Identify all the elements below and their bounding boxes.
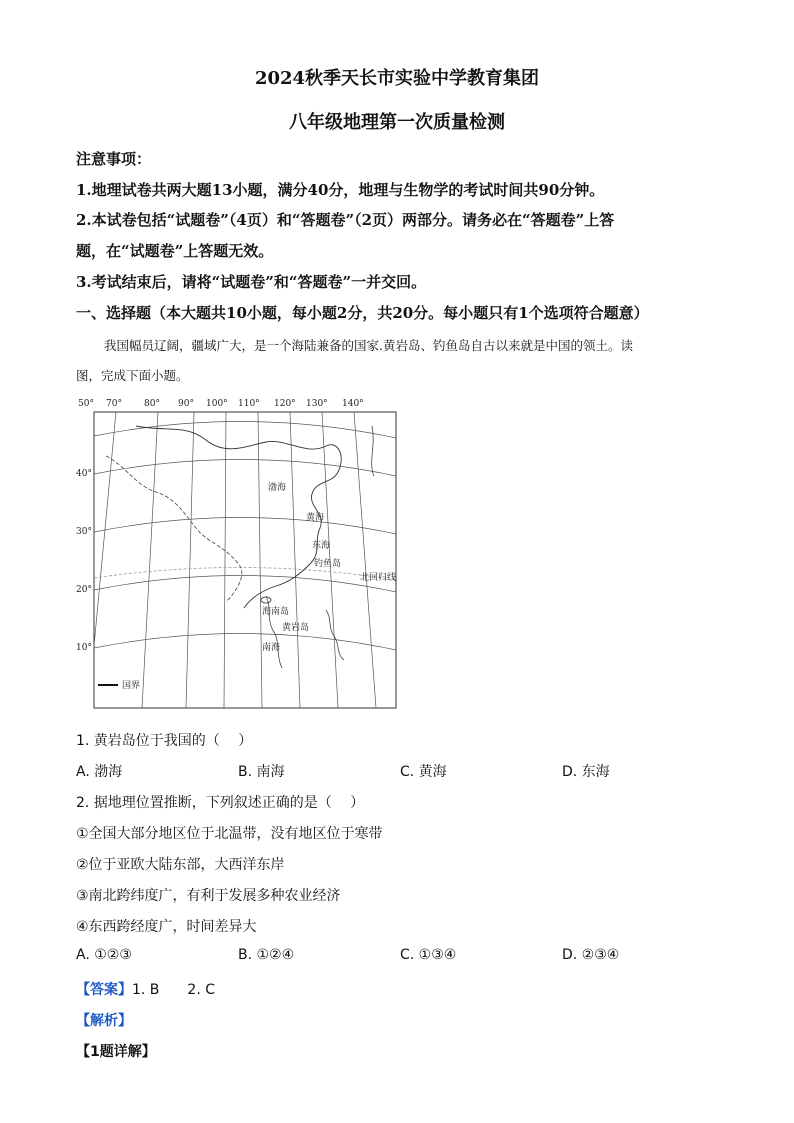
- q2-option-c[interactable]: C. ①③④: [400, 947, 457, 963]
- lon-label: 50°: [78, 399, 94, 409]
- passage-line-2: 图，完成下面小题。: [76, 368, 189, 383]
- lon-label: 130°: [306, 399, 328, 409]
- label-bohai: 渤海: [268, 483, 287, 493]
- q2-stem: 2. 据地理位置推断，下列叙述正确的是（ ）: [76, 795, 365, 811]
- notice-item-2: 2.本试卷包括“试题卷”（4页）和“答题卷”（2页）两部分。请务必在“答题卷”上答: [76, 211, 615, 229]
- passage-line-1: 我国幅员辽阔，疆域广大，是一个海陆兼备的国家.黄岩岛、钓鱼岛自古以来就是中国的领土。读: [104, 338, 633, 353]
- lon-label: 120°: [274, 399, 296, 409]
- section-heading: 一、选择题（本大题共10小题，每小题2分，共20分。每小题只有1个选项符合题意）: [76, 304, 649, 322]
- lat-label: 10°: [76, 643, 92, 653]
- lon-label: 100°: [206, 399, 228, 409]
- notice-item-1: 1.地理试卷共两大题13小题，满分40分，地理与生物学的考试时间共90分钟。: [76, 181, 605, 199]
- notice-item-3: 3.考试结束后，请将“试题卷”和“答题卷”一并交回。: [76, 273, 427, 291]
- label-huangyan: 黄岩岛: [282, 623, 310, 633]
- answer-line: [76, 979, 215, 999]
- lon-label: 110°: [238, 399, 260, 409]
- answer-label: 【答案】: [76, 982, 132, 998]
- q2-statement-4: ④东西跨经度广，时间差异大: [76, 919, 257, 935]
- q1-option-d[interactable]: D. 东海: [562, 764, 610, 780]
- q2-option-b[interactable]: B. ①②④: [238, 947, 295, 963]
- q2-statement-1: ①全国大部分地区位于北温带，没有地区位于寒带: [76, 826, 383, 842]
- label-hainan: 海南岛: [262, 607, 290, 617]
- exam-subtitle: 八年级地理第一次质量检测: [289, 112, 505, 133]
- lon-label: 80°: [144, 399, 160, 409]
- q2-option-d[interactable]: D. ②③④: [562, 947, 620, 963]
- label-nanhai: 南海: [262, 643, 281, 653]
- lon-label: 70°: [106, 399, 122, 409]
- label-huanghai: 黄海: [306, 513, 325, 523]
- detail-label: 【1题详解】: [76, 1044, 156, 1060]
- lon-label: 90°: [178, 399, 194, 409]
- exam-title: 2024秋季天长市实验中学教育集团: [254, 68, 540, 89]
- legend-label: 国界: [122, 681, 141, 691]
- q1-option-c[interactable]: C. 黄海: [400, 764, 447, 780]
- q1-stem: 1. 黄岩岛位于我国的（ ）: [76, 733, 253, 749]
- notice-item-2-cont: 题，在“试题卷”上答题无效。: [76, 242, 274, 260]
- lat-label: 30°: [76, 527, 92, 537]
- lat-label: 20°: [76, 585, 92, 595]
- q2-option-a[interactable]: A. ①②③: [76, 947, 132, 963]
- notice-heading: 注意事项：: [76, 150, 152, 168]
- china-map-figure: [76, 396, 406, 710]
- q1-option-a[interactable]: A. 渤海: [76, 764, 123, 780]
- label-tropic: 北回归线: [360, 573, 397, 583]
- answer-text: 1. B 2. C: [132, 982, 215, 998]
- label-donghai: 东海: [312, 541, 331, 551]
- label-diaoyu: 钓鱼岛: [314, 559, 342, 569]
- map-labels: [76, 396, 406, 710]
- q2-statement-3: ③南北跨纬度广，有利于发展多种农业经济: [76, 888, 341, 904]
- analysis-label: 【解析】: [76, 1013, 132, 1029]
- q2-statement-2: ②位于亚欧大陆东部，大西洋东岸: [76, 857, 285, 873]
- lon-label: 140°: [342, 399, 364, 409]
- q1-option-b[interactable]: B. 南海: [238, 764, 285, 780]
- lat-label: 40°: [76, 469, 92, 479]
